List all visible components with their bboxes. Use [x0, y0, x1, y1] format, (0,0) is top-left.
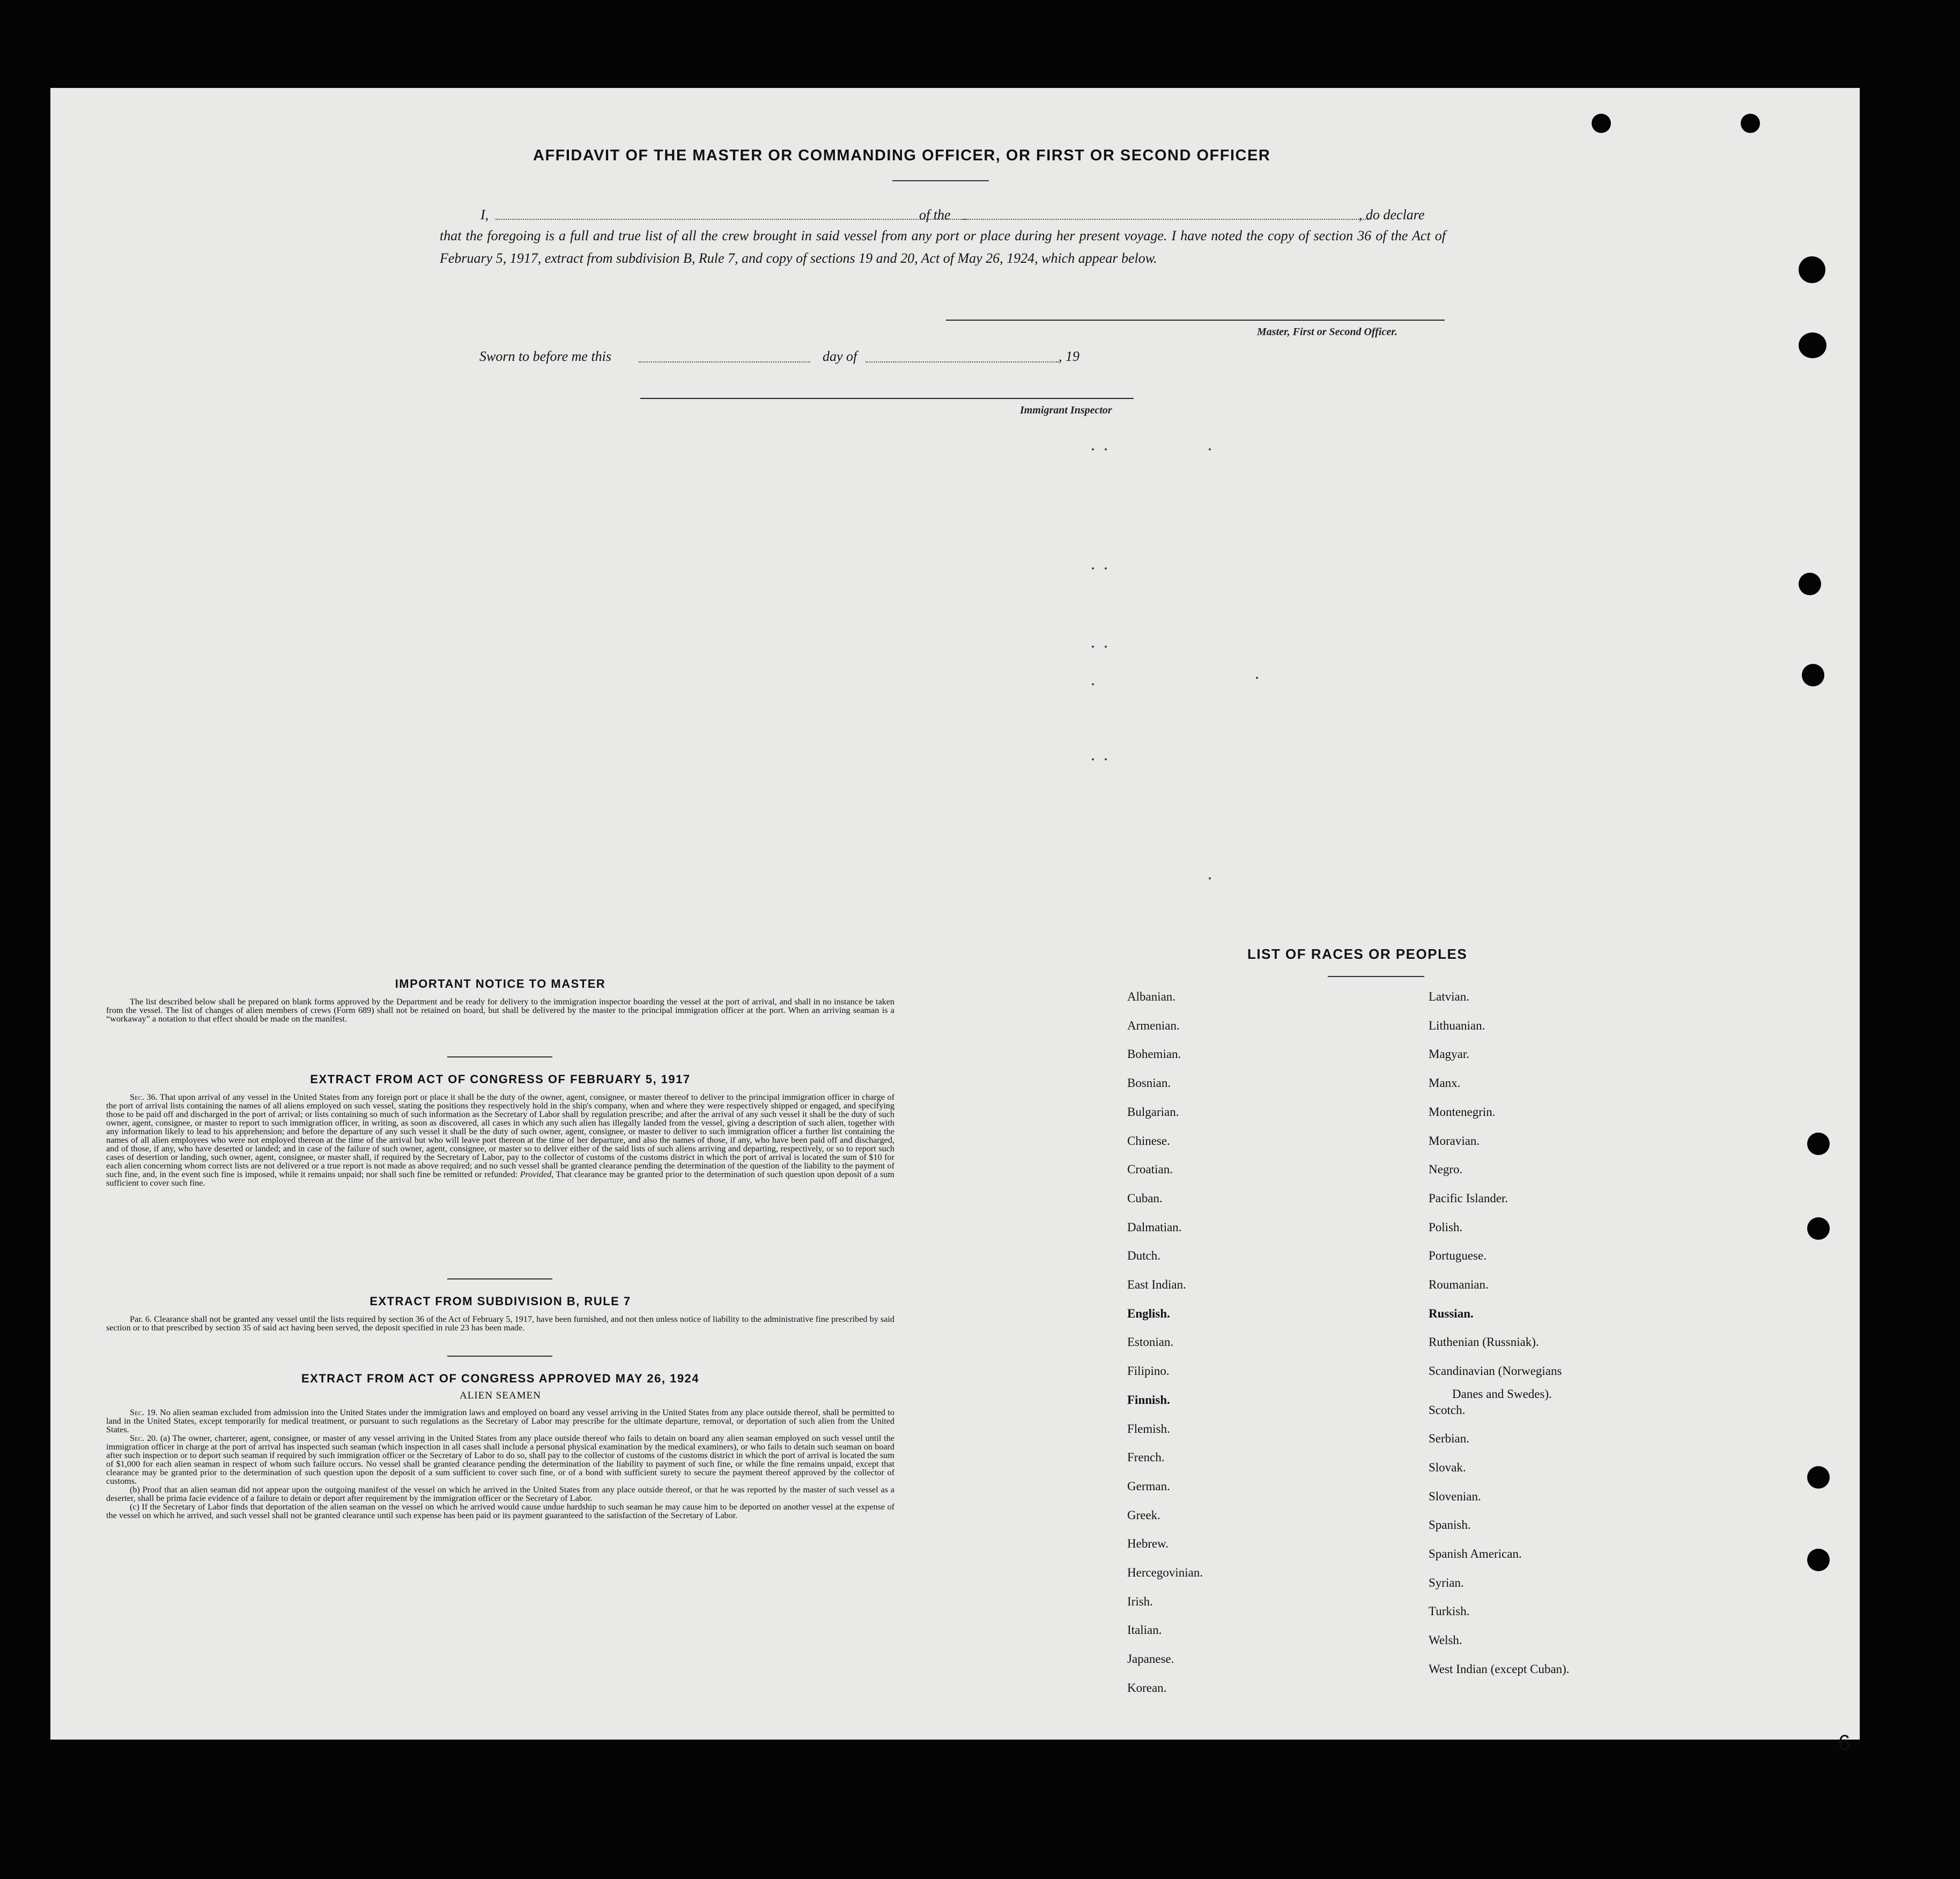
race-item: Korean. [1127, 1681, 1167, 1695]
race-item: German. [1127, 1479, 1170, 1493]
race-item: French. [1127, 1451, 1165, 1464]
extract-1924-body [106, 1408, 894, 1520]
race-item: Welsh. [1429, 1633, 1462, 1647]
race-item: Scandinavian (Norwegians [1429, 1364, 1562, 1378]
speck [1092, 448, 1094, 450]
vessel-blank[interactable] [962, 219, 1370, 220]
race-item: Slovak. [1429, 1461, 1466, 1474]
race-item: Danes and Swedes). [1452, 1387, 1552, 1401]
master-signature-caption: Master, First or Second Officer. [1257, 326, 1397, 338]
race-item: Roumanian. [1429, 1278, 1489, 1291]
races-rule [1328, 976, 1424, 977]
race-item: Lithuanian. [1429, 1019, 1485, 1032]
race-item: Hercegovinian. [1127, 1566, 1203, 1579]
rule7-rule [447, 1356, 552, 1357]
speck [1105, 448, 1107, 450]
extract-1917-title: EXTRACT FROM ACT OF CONGRESS OF FEBRUARY 5, 1917 [310, 1072, 691, 1086]
race-item: Syrian. [1429, 1576, 1464, 1589]
race-item: Greek. [1127, 1508, 1160, 1522]
race-item: Montenegrin. [1429, 1105, 1496, 1119]
speck [1092, 646, 1094, 648]
race-item: Italian. [1127, 1623, 1162, 1637]
extract-1917-body [106, 1093, 894, 1187]
day-of-label: day of [823, 349, 857, 364]
race-item: Filipino. [1127, 1364, 1170, 1378]
speck [1092, 683, 1094, 685]
speck [1256, 677, 1258, 679]
race-item: Slovenian. [1429, 1490, 1481, 1503]
affidavit-i-label: I, [480, 207, 489, 223]
speck [1105, 758, 1107, 760]
punch-hole [1807, 1217, 1830, 1240]
race-item: Magyar. [1429, 1047, 1470, 1061]
inspector-caption: Immigrant Inspector [1020, 404, 1112, 416]
affidavit-title: AFFIDAVIT OF THE MASTER OR COMMANDING OFFICER, OR FIRST OR SECOND OFFICER [533, 147, 1271, 164]
race-item: Dalmatian. [1127, 1220, 1182, 1234]
race-item: Flemish. [1127, 1422, 1170, 1436]
sec36-label: Sec. 36. [130, 1092, 158, 1102]
name-blank[interactable] [495, 219, 967, 220]
rule7-body [106, 1315, 894, 1332]
punch-hole [1799, 573, 1821, 595]
speck [1092, 567, 1094, 569]
form-sheet [50, 88, 1860, 1740]
speck [1105, 567, 1107, 569]
race-item: West Indian (except Cuban). [1429, 1662, 1570, 1676]
race-item: Bulgarian. [1127, 1105, 1179, 1119]
master-signature-line[interactable] [946, 320, 1445, 321]
race-item: East Indian. [1127, 1278, 1186, 1291]
sworn-day-blank[interactable] [639, 361, 810, 363]
race-item: Latvian. [1429, 990, 1469, 1003]
extract-1924-title: EXTRACT FROM ACT OF CONGRESS APPROVED MAY 26, 1924 [301, 1372, 700, 1385]
race-item: Scotch. [1429, 1403, 1466, 1417]
affidavit-paragraph: that the foregoing is a full and true list of all the crew brought in said vessel from any port or place during her present voyage. I have noted the copy of section 36 of the Act of February 5, 1917, extract from subdivision B, Rule 7, and copy of sections 19 and 20, Act of May 26, 1924, which appear below. [440, 228, 1446, 266]
alien-seamen-subtitle: ALIEN SEAMEN [460, 1390, 541, 1401]
year-label: , 19 [1059, 349, 1079, 364]
punch-hole [1799, 256, 1825, 283]
race-item: Serbian. [1429, 1432, 1470, 1445]
speck [1209, 448, 1211, 450]
race-item: Polish. [1429, 1220, 1463, 1234]
race-item: Spanish American. [1429, 1547, 1522, 1560]
sworn-label: Sworn to before me this [479, 349, 612, 364]
race-item: Irish. [1127, 1595, 1153, 1608]
sec19-label: Sec. 19. [130, 1408, 158, 1417]
race-item: Croatian. [1127, 1163, 1173, 1176]
race-item: Russian. [1429, 1307, 1474, 1320]
extract-1917-rule [447, 1278, 552, 1279]
notice-body [106, 997, 894, 1023]
affidavit-of-the-label: of the [919, 207, 951, 223]
race-item: Cuban. [1127, 1192, 1163, 1205]
race-item: Estonian. [1127, 1335, 1174, 1349]
race-item: Portuguese. [1429, 1249, 1486, 1262]
race-item: Hebrew. [1127, 1537, 1169, 1550]
title-rule [892, 180, 989, 181]
sec20b-text: (b) Proof that an alien seaman did not appear upon the outgoing manifest of the vessel on which he arrived in the United States from any place outside thereof, or that he was reported by the master of such vessel as a deserter, shall be prima facie evidence of a failure to detain or deport after requirement by the immigration officer or the Secretary of Labor. [106, 1485, 894, 1503]
race-item: Albanian. [1127, 990, 1176, 1003]
sec36-text-end: That clearance may be granted prior to the determination of such question upon deposit of a sum sufficient to cover such fine. [106, 1170, 894, 1188]
notice-rule [447, 1056, 552, 1057]
punch-hole [1807, 1133, 1830, 1155]
punch-hole [1802, 664, 1824, 686]
punch-hole [1807, 1466, 1830, 1489]
inspector-signature-line[interactable] [640, 398, 1134, 399]
punch-hole [1807, 1549, 1830, 1571]
race-item: Dutch. [1127, 1249, 1160, 1262]
punch-hole [1592, 114, 1611, 133]
punch-hole [1799, 332, 1826, 358]
race-item: Negro. [1429, 1163, 1463, 1176]
affidavit-declare-label: , do declare [1359, 207, 1425, 223]
race-item: Pacific Islander. [1429, 1192, 1508, 1205]
race-item: Japanese. [1127, 1652, 1174, 1666]
race-item: Manx. [1429, 1076, 1461, 1090]
rule7-text: Par. 6. Clearance shall not be granted any vessel until the lists required by section 36 of the Act of February 5, 1917, have been furnished, and not then unless notice of liability to the administrative fine prescribed by said section or to that prescribed by section 35 of said act having been served, the deposit specified in rule 23 has been made. [106, 1314, 894, 1333]
rule7-title: EXTRACT FROM SUBDIVISION B, RULE 7 [369, 1294, 631, 1308]
race-item: Moravian. [1429, 1134, 1480, 1148]
race-item: Bohemian. [1127, 1047, 1181, 1061]
speck [1092, 758, 1094, 760]
notice-title: IMPORTANT NOTICE TO MASTER [395, 977, 606, 990]
race-item: Turkish. [1429, 1604, 1470, 1618]
sec20a-text: (a) The owner, charterer, agent, consignee, or master of any vessel arriving in the United States from any place outside thereof who fails to detain on board any alien seaman employed on such vessel until the immigration officer in charge at the port of arrival has inspected such seaman (which inspection in all cases shall include a personal physical examination by the medical examiners), or who fails to detain such seaman on board after such inspection or to deport such seaman if required by such immigration officer or the Secretary of Labor to do so, shall pay to the collector of customs of the customs district in which the port of arrival is located the sum of $1,000 for each alien seaman in respect of whom such failure occurs. No vessel shall be granted clearance pending the determination of the liability to payment of such fine, or while the fine remains unpaid, except that clearance may be granted prior to the determination of such question upon the deposit of a sum sufficient to cover such fine, or of a bond with sufficient surety to secure the payment thereof approved by the collector of customs. [106, 1433, 894, 1486]
provided-label: Provided, [520, 1170, 554, 1179]
race-item: Bosnian. [1127, 1076, 1171, 1090]
sec20c-text: (c) If the Secretary of Labor finds that deportation of the alien seaman on the vessel on which he arrived would cause undue hardship to such seaman he may cause him to be deported on another vessel at the expense of the vessel on which he arrived, and such vessel shall not be granted clearance until such expense has been paid or its payment guaranteed to the satisfaction of the Secretary of Labor. [106, 1502, 894, 1520]
race-item: Spanish. [1429, 1518, 1471, 1532]
punch-hole [1741, 114, 1760, 133]
speck [1105, 646, 1107, 648]
margin-mark: 6 [1838, 1731, 1851, 1755]
race-item: Finnish. [1127, 1393, 1170, 1407]
sworn-month-blank[interactable] [866, 361, 1059, 363]
speck [1209, 877, 1211, 879]
sec36-text: That upon arrival of any vessel in the United States from any foreign port or place it shall be the duty of the owner, agent, consignee, or master thereof to deliver to the principal immigration officer in charge of the port of arrival lists containing the names of all aliens employed on such vessel, stating the positions they respectively hold in the ship's company, when and where they were respectively shipped or engaged, and specifying those to be paid off and discharged in the port of arrival; or lists containing so much of such information as the Secretary of Labor shall by regulation prescribe; and after the arrival of any such vessel it shall be the duty of such owner, agent, consignee, or master to report to such immigration officer, in writing, as soon as discovered, all cases in which any such alien has illegally landed from the vessel, giving a description of such alien, together with any information likely to lead to his apprehension; and before the departure of any such vessel it shall be the duty of such owner, agent, consignee, or master to deliver to such immigration officer a further list containing the names of all alien employees who were not employed thereon at the time of the arrival but who will leave port thereon at the time of her departure, and also the names of those, if any, who have been paid off and discharged, and of those, if any, who have deserted or landed; and in case of the failure of such owner, agent, consignee, or master so to deliver either of the said lists of such aliens arriving and departing, respectively, or so to report such cases of desertion or landing, such owner, agent, consignee, or master shall, if required by the Secretary of Labor, pay to the collector of customs of the customs district in which the port of arrival is located the sum of $10 for each alien concerning whom correct lists are not delivered or a true report is not made as above required; and no such vessel shall be granted clearance pending the determination of the question of the liability to the payment of such fine, and, in the event such fine is imposed, while it remains unpaid; nor shall such fine be remitted or refunded: [106, 1092, 894, 1179]
sec20-label: Sec. 20. [130, 1433, 158, 1443]
race-item: Chinese. [1127, 1134, 1170, 1148]
notice-text: The list described below shall be prepared on blank forms approved by the Department and be ready for delivery to the immigration inspector boarding the vessel at the port of arrival, and shall in no instance be taken from the vessel. The list of changes of alien members of crews (Form 689) shall not be retained on board, but shall be delivered by the master to the principal immigration officer at the port. When an arriving seaman is a “workaway” a notation to that effect should be made on the manifest. [106, 997, 894, 1024]
races-title: LIST OF RACES OR PEOPLES [1247, 946, 1468, 962]
race-item: English. [1127, 1307, 1170, 1320]
race-item: Armenian. [1127, 1019, 1180, 1032]
sec19-text: No alien seaman excluded from admission into the United States under the immigration laws and employed on board any vessel arriving in the United States from any place outside thereof, shall be permitted to land in the United States, except temporarily for medical treatment, or pursuant to such regulations as the Secretary of Labor may prescribe for the ultimate departure, removal, or deportation of such alien from the United States. [106, 1408, 895, 1434]
race-item: Ruthenian (Russniak). [1429, 1335, 1539, 1349]
